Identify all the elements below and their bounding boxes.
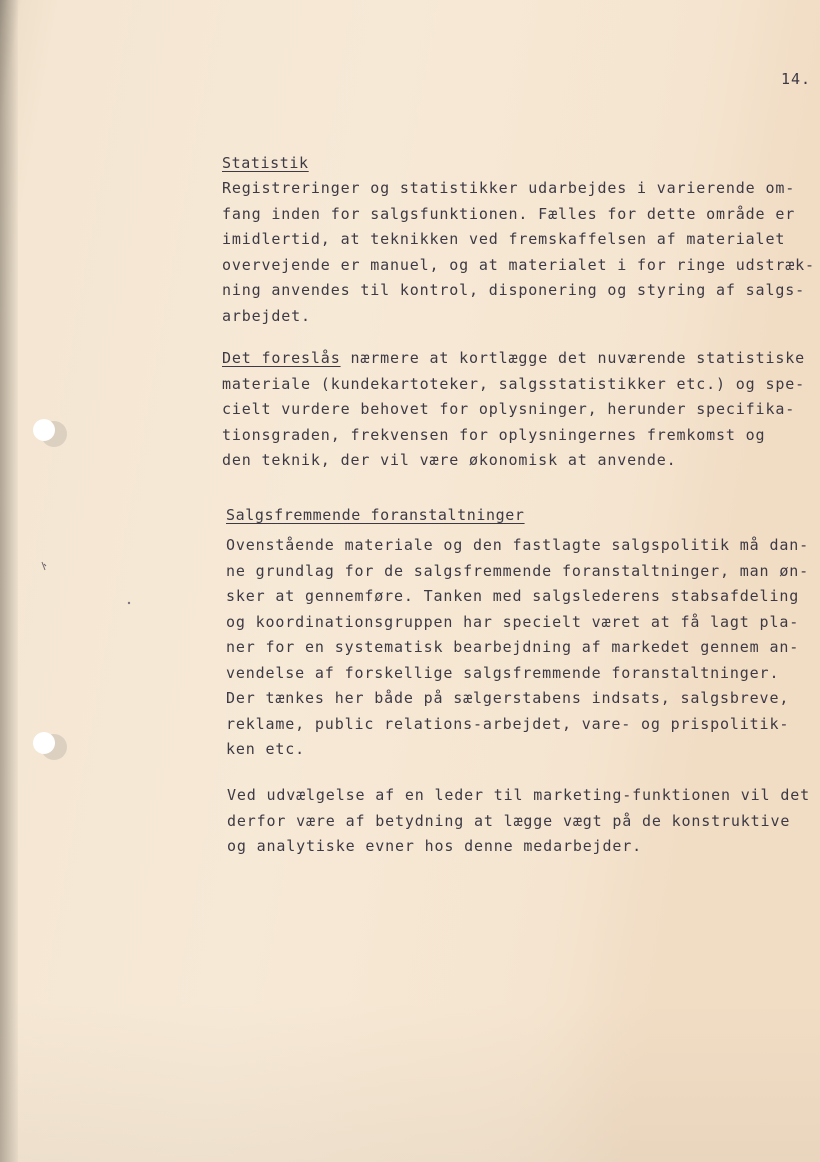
text-line: cielt vurdere behovet for oplysninger, herunder specifika-	[222, 400, 796, 418]
text-line: fang inden for salgsfunktionen. Fælles for dette område er	[222, 204, 796, 223]
paragraph-salgsfremmende-2	[227, 783, 820, 860]
text-line: ne grundlag for de salgsfremmende foranstaltninger, man øn-	[226, 561, 809, 580]
punch-hole-top	[33, 419, 55, 441]
text-line: overvejende er manuel, og at materialet i for ringe udstræk-	[222, 255, 815, 274]
text-line: tionsgraden, frekvensen for oplysningernes fremkomst og	[222, 425, 766, 444]
text-line: reklame, public relations-arbejdet, vare- og prispolitik-	[226, 714, 790, 733]
text-line-rest: nærmere at kortlægge det nuværende statistiske	[340, 349, 805, 367]
text-line: materiale (kundekartoteker, salgsstatistikker etc.) og spe-	[222, 374, 805, 393]
text-line: og analytiske evner hos denne medarbejder.	[227, 837, 642, 855]
paper-shading	[0, 1002, 820, 1162]
stray-mark	[40, 560, 48, 572]
text-line: Der tænkes her både på sælgerstabens indsats, salgsbreve,	[226, 689, 790, 707]
text-line: derfor være af betydning at lægge vægt på de konstruktive	[227, 811, 791, 830]
text-line: og koordinationsgruppen har specielt været at få lagt pla-	[226, 612, 800, 631]
text-line: vendelse af forskellige salgsfremmende foranstaltninger.	[226, 663, 780, 682]
text-line: Ved udvælgelse af en leder til marketing-funktionen vil det	[227, 786, 810, 804]
text-line: Ovenstående materiale og den fastlagte salgspolitik må dan-	[226, 536, 809, 554]
page-number: 14.	[781, 70, 812, 88]
text-line	[222, 346, 820, 372]
paragraph-salgsfremmende-1	[226, 533, 820, 763]
text-line: ning anvendes til kontrol, disponering og styring af salgs-	[222, 281, 805, 299]
heading-statistik: Statistik	[222, 154, 309, 172]
heading-salgsfremmende: Salgsfremmende foranstaltninger	[226, 506, 525, 524]
text-line: ken etc.	[226, 740, 306, 758]
text-line: sker at gennemføre. Tanken med salgslederens stabsafdeling	[226, 587, 800, 605]
text-line: den teknik, der vil være økonomisk at anvende.	[222, 451, 677, 469]
stray-dot	[126, 600, 132, 606]
emphasis-lead: Det foreslås	[222, 349, 341, 367]
page-edge-shadow	[0, 0, 18, 1162]
text-line: imidlertid, at teknikken ved fremskaffelsen af materialet	[222, 230, 786, 248]
text-line: arbejdet.	[222, 306, 311, 325]
text-line: ner for en systematisk bearbejdning af markedet gennem an-	[226, 638, 800, 656]
text-line: Registreringer og statistikker udarbejdes i varierende om-	[222, 179, 796, 197]
punch-hole-bottom	[33, 732, 55, 754]
paragraph-statistik-2	[222, 346, 820, 474]
paragraph-statistik-1	[222, 176, 820, 329]
